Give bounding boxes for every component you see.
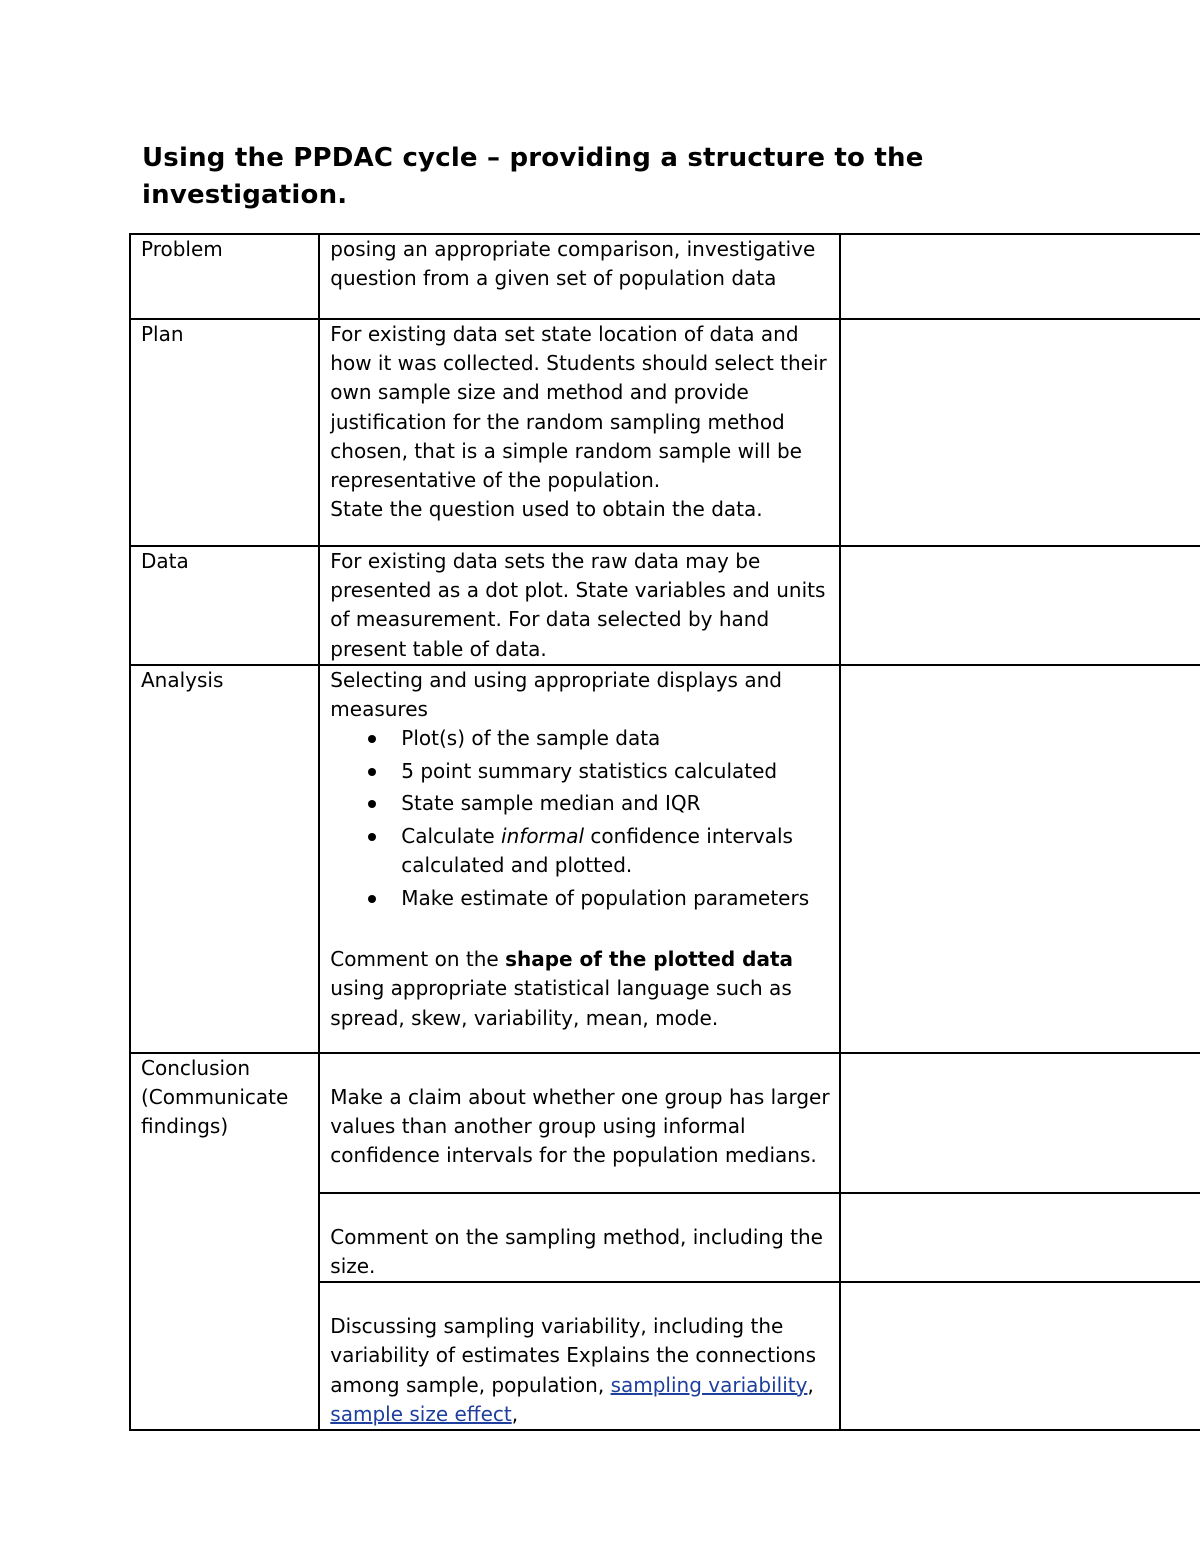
desc-plan (319, 319, 839, 546)
list-item: Make estimate of population parameters (330, 884, 829, 914)
desc-data (319, 546, 839, 665)
desc-conclusion-variability (319, 1282, 839, 1430)
comment-pre: Comment on the (330, 947, 506, 972)
label-analysis: Analysis (130, 665, 319, 1053)
variability-text: Discussing sampling variability, including the variability of estimates Explains the connections among sample, population, (330, 1314, 817, 1397)
bullet4-pre: Calculate (401, 823, 502, 848)
bullet4-post: confidence intervals calculated and plotted. (401, 823, 793, 878)
list-item (330, 822, 829, 881)
table-row-conclusion-claim (130, 1053, 1200, 1193)
ppdac-table (129, 233, 1200, 1431)
link-separator: , (807, 1372, 814, 1397)
sample-size-effect-link[interactable]: sample size effect (330, 1401, 512, 1426)
page-title: Using the PPDAC cycle – providing a structure to the investigation. (142, 143, 924, 210)
trailing-comma: , (511, 1401, 519, 1426)
notes-analysis (840, 665, 1200, 1053)
problem-text: posing an appropriate comparison, investigative question from a given set of population data (330, 237, 816, 291)
desc-conclusion-sampling (319, 1193, 839, 1282)
conclusion-sampling-text: Comment on the sampling method, including the size. (330, 1224, 823, 1279)
analysis-bullet-list (330, 724, 829, 913)
desc-analysis (319, 665, 839, 1053)
sampling-variability-link[interactable]: sampling variability (610, 1372, 808, 1397)
analysis-comment (330, 945, 829, 1033)
analysis-intro: Selecting and using appropriate displays and measures (330, 667, 782, 722)
label-data: Data (130, 546, 319, 665)
table-row-analysis (130, 665, 1200, 1053)
list-item: Plot(s) of the sample data (330, 724, 829, 754)
label-conclusion: Conclusion (Communicate findings) (130, 1053, 319, 1430)
spacer (330, 1194, 829, 1223)
label-problem: Problem (130, 234, 319, 319)
notes-conclusion-sampling (840, 1193, 1200, 1282)
notes-conclusion-variability (840, 1282, 1200, 1430)
spacer (330, 916, 829, 945)
desc-conclusion-claim (319, 1053, 839, 1193)
table-row-plan (130, 319, 1200, 546)
notes-plan (840, 319, 1200, 546)
comment-bold: shape of the plotted data (505, 947, 794, 972)
plan-text: For existing data set state location of data and how it was collected. Students should select their own sample size and method and provide justification for the random sampling method chosen, that is a simple random sample will be representative of the population. (330, 322, 827, 493)
table-row-data (130, 546, 1200, 665)
desc-problem (319, 234, 839, 319)
notes-data (840, 546, 1200, 665)
list-item: State sample median and IQR (330, 789, 829, 819)
plan-question-text: State the question used to obtain the data. (330, 497, 763, 522)
conclusion-claim-text: Make a claim about whether one group has larger values than another group using informal confidence intervals for the population medians. (330, 1084, 830, 1168)
bullet4-italic: informal (501, 823, 585, 848)
data-text: For existing data sets the raw data may be presented as a dot plot. State variables and units of measurement. For data selected by hand present table of data. (330, 549, 826, 661)
spacer (330, 1054, 829, 1083)
conclusion-variability-text (330, 1312, 829, 1429)
list-item: 5 point summary statistics calculated (330, 757, 829, 787)
notes-problem (840, 234, 1200, 319)
table-row-problem (130, 234, 1200, 319)
comment-post: using appropriate statistical language such as spread, skew, variability, mean, mode. (330, 976, 792, 1030)
label-plan: Plan (130, 319, 319, 546)
spacer (330, 1283, 829, 1312)
notes-conclusion-claim (840, 1053, 1200, 1193)
